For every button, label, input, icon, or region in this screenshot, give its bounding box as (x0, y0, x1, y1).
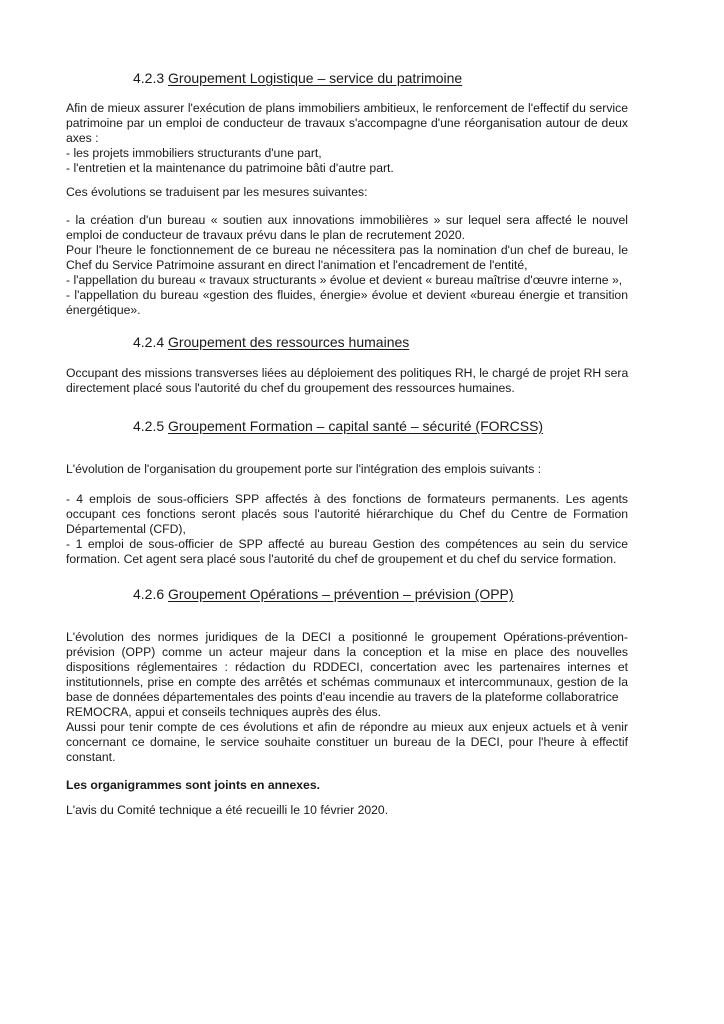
section-number: 4.2.3 (133, 70, 165, 86)
annex-note: Les organigrammes sont joints en annexes. (66, 778, 320, 792)
paragraph-line: concernant ce domaine, le service souhaite constituer un bureau de la DECI, pour l'heure à effectif (66, 735, 628, 749)
section-title: Groupement des ressources humaines (168, 334, 410, 350)
paragraph-line: REMOCRA, appui et conseils techniques auprès des élus. (66, 705, 382, 719)
paragraph-line: Occupant des missions transverses liées au déploiement des politiques RH, le chargé de projet RH sera (66, 366, 629, 380)
paragraph-line: Ces évolutions se traduisent par les mesures suivantes: (66, 185, 368, 199)
section-title: Groupement Logistique – service du patrimoine (168, 70, 463, 86)
paragraph-line: base de données départementales des points d'eau incendie au travers de la plateforme collaboratrice (66, 690, 619, 704)
committee-opinion: L'avis du Comité technique a été recueilli le 10 février 2020. (66, 803, 389, 817)
list-item: - la création d'un bureau « soutien aux innovations immobilières » sur lequel sera affecté le nouvel (66, 213, 628, 227)
paragraph-line: institutionnels, prise en compte des arrêtés et schémas communaux et intercommunaux, gestion de la (66, 675, 628, 689)
paragraph-line: patrimoine par un emploi de conducteur de travaux s'accompagne d'une réorganisation autour de deux (66, 116, 628, 130)
paragraph-line: Pour l'heure le fonctionnement de ce bureau ne nécessitera pas la nomination d'un chef de bureau, le (66, 243, 628, 257)
paragraph-line: Chef du Service Patrimoine assurant en direct l'animation et l'encadrement de l'entité, (66, 258, 528, 272)
list-item: - les projets immobiliers structurants d'une part, (66, 146, 322, 160)
section-title: Groupement Formation – capital santé – sécurité (FORCSS) (168, 418, 544, 434)
list-item: - l'entretien et la maintenance du patrimoine bâti d'autre part. (66, 161, 394, 175)
list-item: - 1 emploi de sous-officier de SPP affecté au bureau Gestion des compétences au sein du service (66, 537, 628, 551)
section-number: 4.2.4 (133, 334, 165, 350)
section-number: 4.2.5 (133, 418, 165, 434)
section-heading-4-2-5 (133, 418, 543, 434)
paragraph-line: énergétique». (66, 303, 141, 317)
paragraph-line: prévision (OPP) comme un acteur majeur dans la conception et la mise en place des nouvelles (66, 645, 628, 659)
paragraph-line: constant. (66, 750, 116, 764)
paragraph-line: formation. Cet agent sera placé sous l'autorité du chef de groupement et du chef du service formation. (66, 552, 617, 566)
paragraph-line: Départemental (CFD), (66, 522, 186, 536)
paragraph-line: emploi de conducteur de travaux prévu dans le plan de recrutement 2020. (66, 228, 466, 242)
list-item: - l'appellation du bureau « travaux structurants » évolue et devient « bureau maîtrise d'œuvre interne », (66, 273, 623, 287)
paragraph-line: Aussi pour tenir compte de ces évolutions et afin de répondre au mieux aux enjeux actuels et à venir (66, 720, 628, 734)
list-item: - 4 emplois de sous-officiers SPP affectés à des fonctions de formateurs permanents. Les agents (66, 492, 628, 506)
section-heading-4-2-3 (133, 70, 462, 86)
list-item: - l'appellation du bureau «gestion des fluides, énergie» évolue et devient «bureau énergie et transition (66, 288, 628, 302)
section-heading-4-2-6 (133, 586, 514, 602)
paragraph-line: dispositions réglementaires : rédaction du RDDECI, concertation avec les partenaires internes et (66, 660, 628, 674)
paragraph-line: axes : (66, 131, 99, 145)
section-number: 4.2.6 (133, 586, 165, 602)
section-heading-4-2-4 (133, 334, 409, 350)
paragraph-line: directement placé sous l'autorité du chef du groupement des ressources humaines. (66, 381, 515, 395)
paragraph-line: L'évolution de l'organisation du groupement porte sur l'intégration des emplois suivants : (66, 462, 542, 476)
paragraph-line: L'évolution des normes juridiques de la DECI a positionné le groupement Opérations-prévention- (66, 630, 628, 644)
section-title: Groupement Opérations – prévention – prévision (OPP) (168, 586, 514, 602)
paragraph-line: occupant ces fonctions seront placés sous l'autorité hiérarchique du Chef du Centre de Formation (66, 507, 628, 521)
paragraph-line: Afin de mieux assurer l'exécution de plans immobiliers ambitieux, le renforcement de l'effectif du service (66, 101, 628, 115)
